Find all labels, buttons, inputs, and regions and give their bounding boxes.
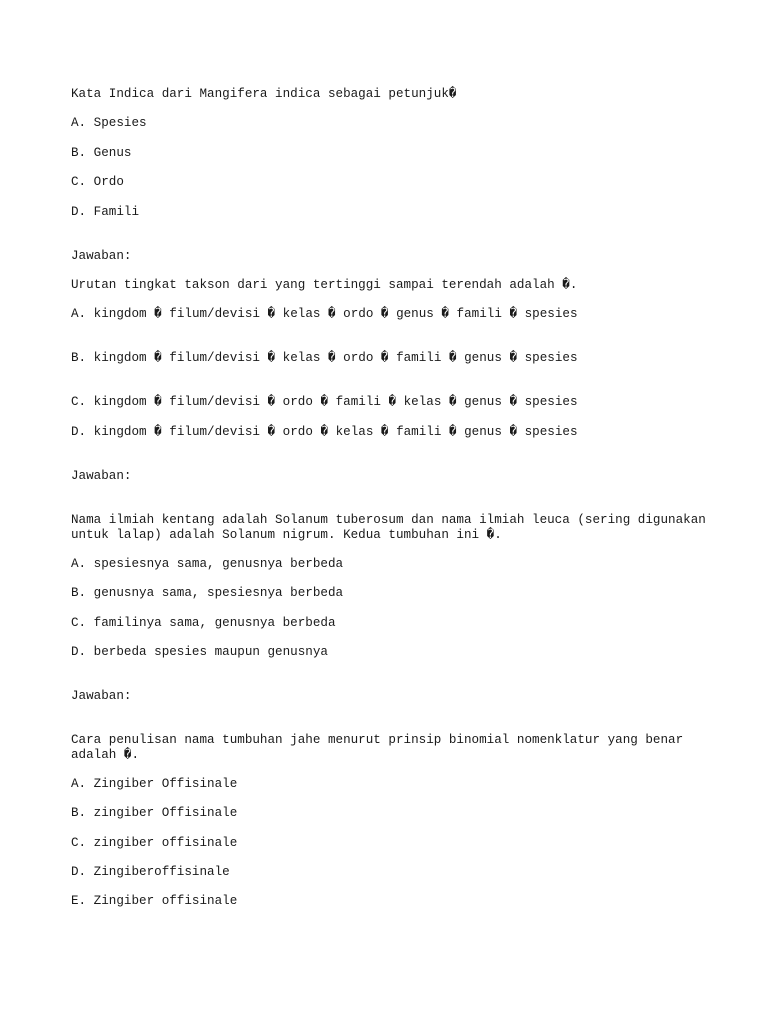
question-2-option-c: C. kingdom � filum/devisi � ordo � famili � kelas � genus � spesies [71,395,578,409]
question-1-prompt: Kata Indica dari Mangifera indica sebagai petunjuk� [71,87,457,101]
question-1-answer-label: Jawaban: [71,249,132,263]
question-3-option-c: C. familinya sama, genusnya berbeda [71,616,336,630]
question-2-option-b: B. kingdom � filum/devisi � kelas � ordo � famili � genus � spesies [71,351,578,365]
question-4-option-b: B. zingiber Offisinale [71,806,238,820]
question-1-option-a: A. Spesies [71,116,147,130]
question-3-option-d: D. berbeda spesies maupun genusnya [71,645,328,659]
question-4-option-c: C. zingiber offisinale [71,836,238,850]
question-3-prompt: Nama ilmiah kentang adalah Solanum tuberosum dan nama ilmiah leuca (sering digunakan untuk lalap) adalah Solanum nigrum. Kedua tumbuhan ini �. [71,513,706,542]
question-4-option-d: D. Zingiberoffisinale [71,865,230,879]
question-3-option-a: A. spesiesnya sama, genusnya berbeda [71,557,344,571]
question-2-option-a: A. kingdom � filum/devisi � kelas � ordo � genus � famili � spesies [71,307,578,321]
question-3-option-b: B. genusnya sama, spesiesnya berbeda [71,586,344,600]
question-2-prompt: Urutan tingkat takson dari yang tertinggi sampai terendah adalah �. [71,278,578,292]
question-4-prompt: Cara penulisan nama tumbuhan jahe menurut prinsip binomial nomenklatur yang benar adalah �. [71,733,684,762]
question-1-option-c: C. Ordo [71,175,124,189]
question-3-answer-label: Jawaban: [71,689,132,703]
question-4-option-e: E. Zingiber offisinale [71,894,238,908]
question-1-option-b: B. Genus [71,146,132,160]
question-4-option-a: A. Zingiber Offisinale [71,777,238,791]
question-1-option-d: D. Famili [71,205,140,219]
question-2-answer-label: Jawaban: [71,469,132,483]
question-2-option-d: D. kingdom � filum/devisi � ordo � kelas � famili � genus � spesies [71,425,578,439]
